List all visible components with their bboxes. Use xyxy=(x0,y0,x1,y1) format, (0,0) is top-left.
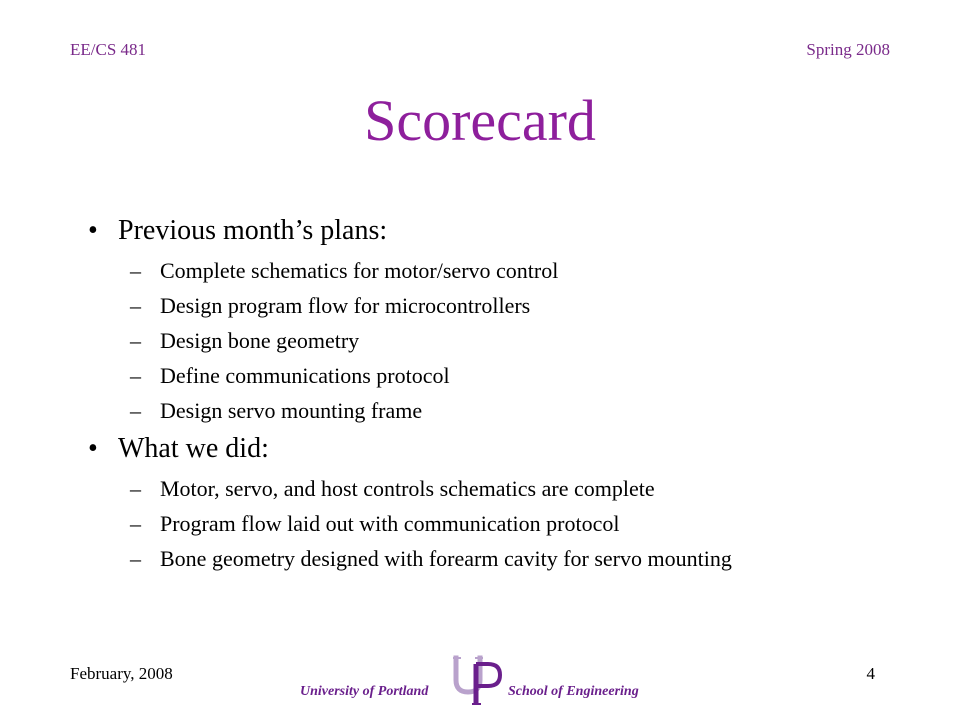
dash-glyph: – xyxy=(130,328,141,353)
list-item-text: Design bone geometry xyxy=(160,328,360,353)
list-item-text: Program flow laid out with communication protocol xyxy=(160,511,620,536)
page-number: 4 xyxy=(866,664,875,683)
dash-glyph: – xyxy=(130,363,141,388)
list-item-text: Complete schematics for motor/servo control xyxy=(160,258,559,283)
what-we-did-list xyxy=(130,471,732,576)
term-label: Spring 2008 xyxy=(806,40,890,59)
section-heading: What we did: xyxy=(118,433,269,464)
dash-glyph: – xyxy=(130,258,141,283)
bullet-previous-plans xyxy=(88,214,387,248)
list-item xyxy=(130,506,732,541)
list-item xyxy=(130,323,558,358)
list-item xyxy=(130,393,558,428)
university-name: University of Portland xyxy=(300,684,429,699)
list-item xyxy=(130,288,558,323)
dash-glyph: – xyxy=(130,546,141,571)
bullet-glyph: • xyxy=(88,215,98,246)
dash-glyph: – xyxy=(130,293,141,318)
list-item xyxy=(130,471,732,506)
previous-plans-list xyxy=(130,253,558,428)
list-item-text: Motor, servo, and host controls schematics are complete xyxy=(160,476,655,501)
bullet-glyph: • xyxy=(88,433,98,464)
list-item-text: Bone geometry designed with forearm cavity for servo mounting xyxy=(160,546,732,571)
list-item xyxy=(130,541,732,576)
list-item xyxy=(130,253,558,288)
school-name: School of Engineering xyxy=(508,684,639,699)
section-heading: Previous month’s plans: xyxy=(118,215,388,246)
slide-title: Scorecard xyxy=(364,88,596,153)
list-item xyxy=(130,358,558,393)
dash-glyph: – xyxy=(130,398,141,423)
dash-glyph: – xyxy=(130,511,141,536)
list-item-text: Design servo mounting frame xyxy=(160,398,423,423)
footer-date: February, 2008 xyxy=(70,664,173,683)
bullet-what-we-did xyxy=(88,432,269,466)
list-item-text: Design program flow for microcontrollers xyxy=(160,293,531,318)
course-label: EE/CS 481 xyxy=(70,40,147,59)
list-item-text: Define communications protocol xyxy=(160,363,450,388)
dash-glyph: – xyxy=(130,476,141,501)
up-logo-icon xyxy=(450,654,506,706)
university-logo xyxy=(300,654,660,706)
